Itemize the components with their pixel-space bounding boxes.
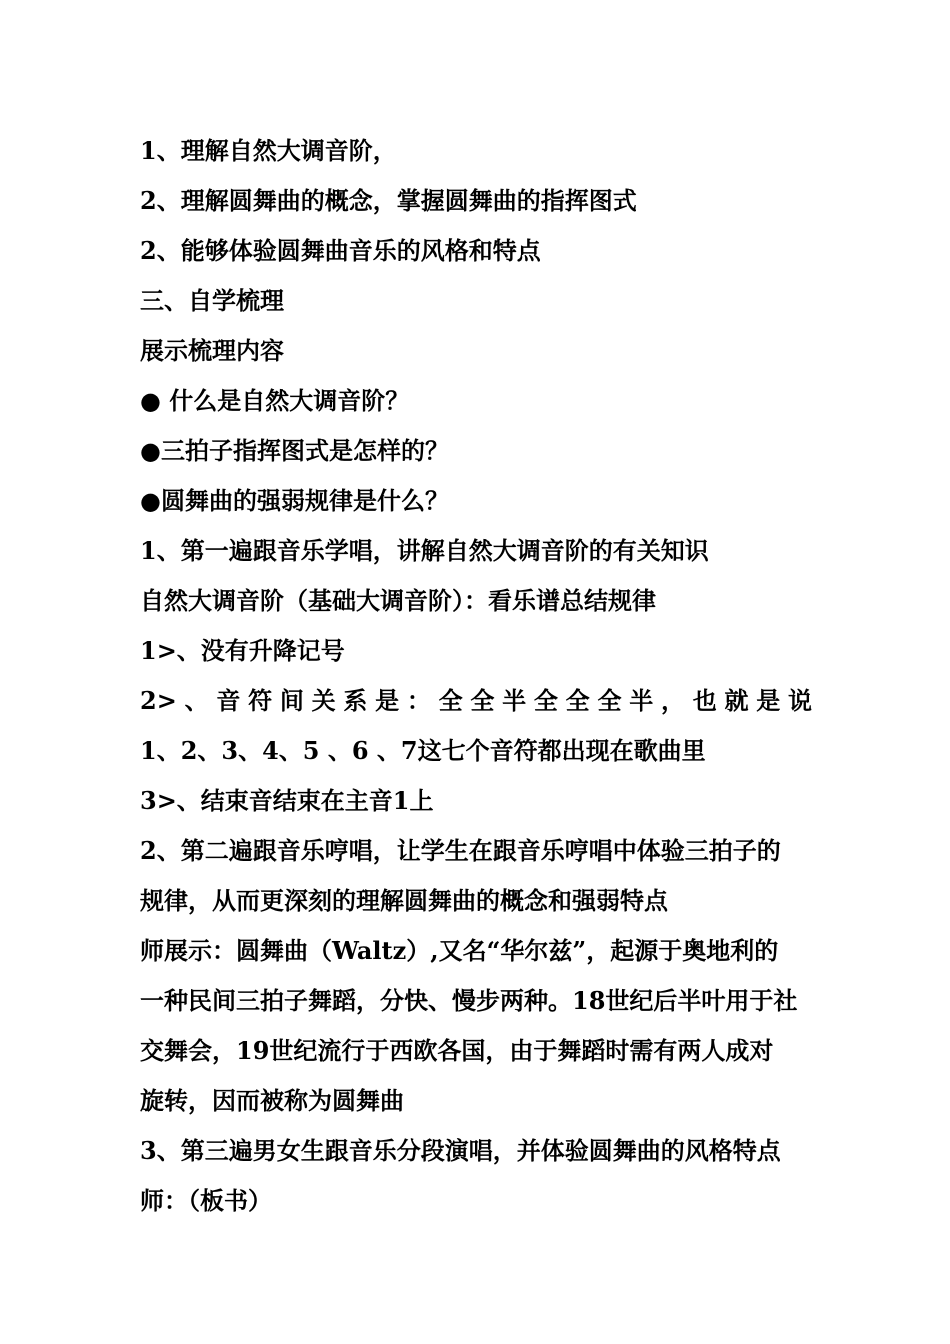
waltz-intro-4: 旋转，因而被称为圆舞曲 <box>140 1086 404 1115</box>
step-1: 1、第一遍跟音乐学唱，讲解自然大调音阶的有关知识 <box>140 536 709 565</box>
rule-1: 1>、没有升降记号 <box>140 636 345 665</box>
section-heading: 三、自学梳理 <box>140 286 284 315</box>
rule-3: 3>、结束音结束在主音1上 <box>140 786 434 815</box>
document-body <box>140 126 812 1226</box>
waltz-intro-2: 一种民间三拍子舞蹈，分快、慢步两种。18世纪后半叶用于社 <box>140 986 798 1015</box>
scale-definition: 自然大调音阶（基础大调音阶）：看乐谱总结规律 <box>140 586 656 615</box>
question-1: ● 什么是自然大调音阶？ <box>140 386 410 415</box>
rule-2-continued: 1、2、3、4、5 、6 、7这七个音符都出现在歌曲里 <box>140 736 706 765</box>
objective-1: 1、理解自然大调音阶， <box>140 136 397 165</box>
question-3: ●圆舞曲的强弱规律是什么？ <box>140 486 449 515</box>
subheading: 展示梳理内容 <box>140 336 284 365</box>
objective-2: 2、理解圆舞曲的概念，掌握圆舞曲的指挥图式 <box>140 186 637 215</box>
waltz-intro-3: 交舞会，19世纪流行于西欧各国，由于舞蹈时需有两人成对 <box>140 1036 774 1065</box>
step-2-continued: 规律，从而更深刻的理解圆舞曲的概念和强弱特点 <box>140 886 668 915</box>
waltz-intro-1: 师展示：圆舞曲（Waltz）,又名“华尔兹”，起源于奥地利的 <box>140 936 779 965</box>
objective-3: 2、能够体验圆舞曲音乐的风格和特点 <box>140 236 541 265</box>
step-2: 2、第二遍跟音乐哼唱，让学生在跟音乐哼唱中体验三拍子的 <box>140 836 781 865</box>
rule-2: 2>、音符间关系是：全全半全全全半，也就是说 <box>140 686 812 715</box>
teacher-board-note: 师：（板书） <box>140 1186 272 1215</box>
step-3: 3、第三遍男女生跟音乐分段演唱，并体验圆舞曲的风格特点 <box>140 1136 781 1165</box>
question-2: ●三拍子指挥图式是怎样的？ <box>140 436 449 465</box>
